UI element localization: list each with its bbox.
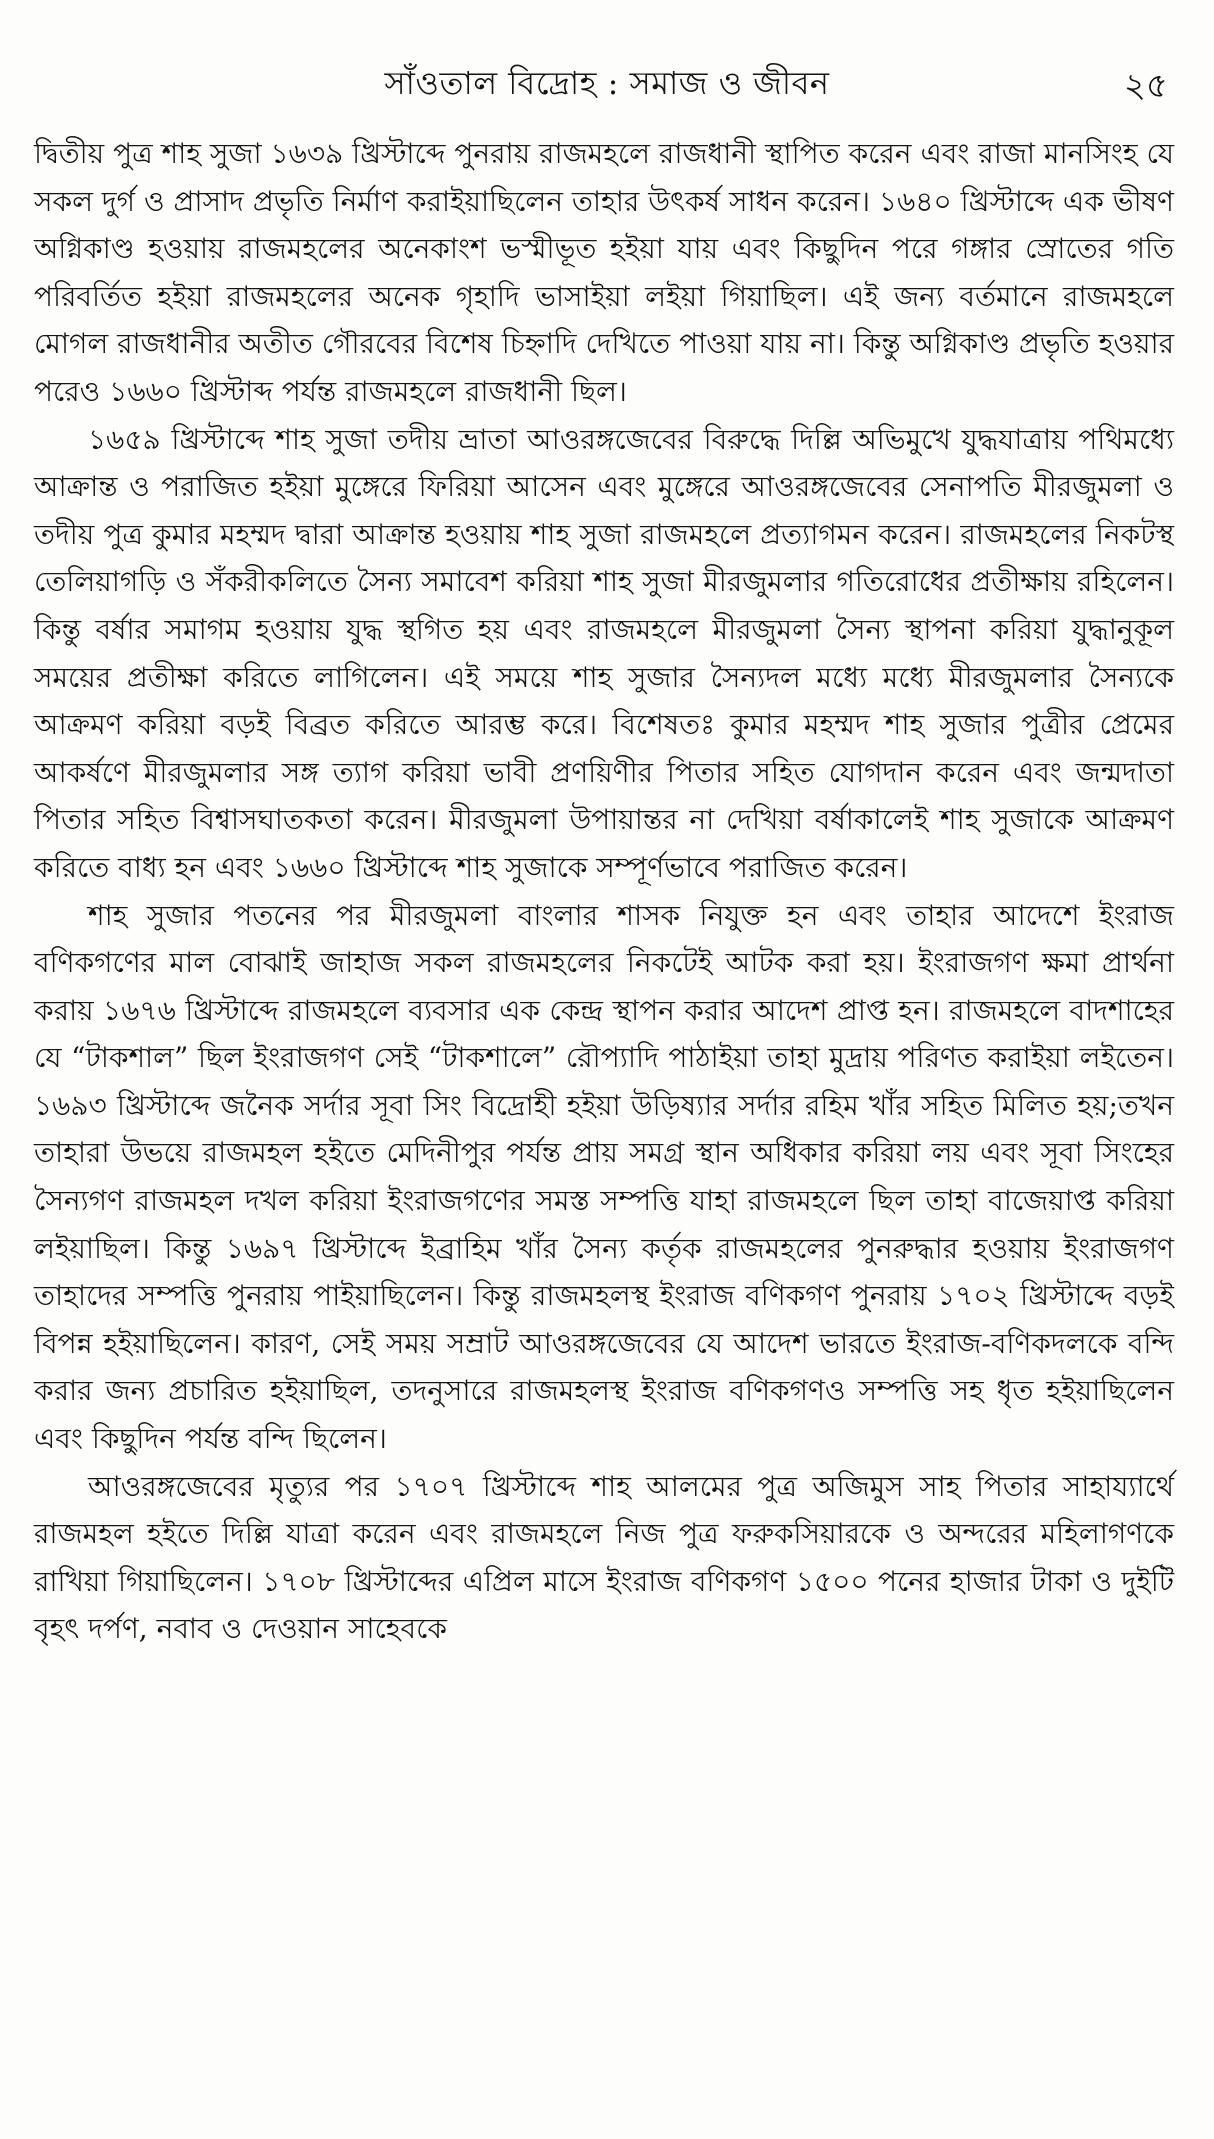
running-header bbox=[0, 52, 1214, 112]
body-text bbox=[34, 130, 1174, 1653]
paragraph-4: আওরঙ্গজেবের মৃত্যুর পর ১৭০৭ খ্রিস্টাব্দে শাহ আলমের পুত্র অজিমুস সাহ পিতার সাহায্যার্থে রাজমহল হইতে দিল্লি যাত্রা করেন এবং রাজমহলে নিজ পুত্র ফরুকসিয়ারকে ও অন্দরের মহিলাগণকে রাখিয়া গিয়াছিলেন। ১৭০৮ খ্রিস্টাব্দের এপ্রিল মাসে ইংরাজ বণিকগণ ১৫০০ পনের হাজার টাকা ও দুইটি বৃহৎ দর্পণ, নবাব ও দেওয়ান সাহেবকে bbox=[34, 1469, 1174, 1646]
paragraph-1: দ্বিতীয় পুত্র শাহ সুজা ১৬৩৯ খ্রিস্টাব্দে পুনরায় রাজমহলে রাজধানী স্থাপিত করেন এবং রাজা মানসিংহ যে সকল দুর্গ ও প্রাসাদ প্রভৃতি নির্মাণ করাইয়াছিলেন তাহার উৎকর্ষ সাধন করেন। ১৬৪০ খ্রিস্টাব্দে এক ভীষণ অগ্নিকাণ্ড হওয়ায় রাজমহলের অনেকাংশ ভস্মীভূত হইয়া যায় এবং কিছুদিন পরে গঙ্গার স্রোতের গতি পরিবর্তিত হইয়া রাজমহলের অনেক গৃহাদি ভাসাইয়া লইয়া গিয়াছিল। এই জন্য বর্তমানে রাজমহলে মোগল রাজধানীর অতীত গৌরবের বিশেষ চিহ্নাদি দেখিতে পাওয়া যায় না। কিন্তু অগ্নিকাণ্ড প্রভৃতি হওয়ার পরেও ১৬৬০ খ্রিস্টাব্দ পর্যন্ত রাজমহলে রাজধানী ছিল। bbox=[34, 137, 1174, 408]
paragraph-3: শাহ সুজার পতনের পর মীরজুমলা বাংলার শাসক নিযুক্ত হন এবং তাহার আদেশে ইংরাজ বণিকগণের মাল বোঝাই জাহাজ সকল রাজমহলের নিকটেই আটক করা হয়। ইংরাজগণ ক্ষমা প্রার্থনা করায় ১৬৭৬ খ্রিস্টাব্দে রাজমহলে ব্যবসার এক কেন্দ্র স্থাপন করার আদেশ প্রাপ্ত হন। রাজমহলে বাদশাহের যে “টাকশাল” ছিল ইংরাজগণ সেই “টাকশালে” রৌপ্যাদি পাঠাইয়া তাহা মুদ্রায় পরিণত করাইয়া লইতেন। ১৬৯৩ খ্রিস্টাব্দে জনৈক সর্দার সূবা সিং বিদ্রোহী হইয়া উড়িষ্যার সর্দার রহিম খাঁর সহিত মিলিত হয়;তখন তাহারা উভয়ে রাজমহল হইতে মেদিনীপুর পর্যন্ত প্রায় সমগ্র স্থান অধিকার করিয়া লয় এবং সূবা সিংহের সৈন্যগণ রাজমহল দখল করিয়া ইংরাজগণের সমস্ত সম্পত্তি যাহা রাজমহলে ছিল তাহা বাজেয়াপ্ত করিয়া লইয়াছিল। কিন্তু ১৬৯৭ খ্রিস্টাব্দে ইব্রাহিম খাঁর সৈন্য কর্তৃক রাজমহলের পুনরুদ্ধার হওয়ায় ইংরাজগণ তাহাদের সম্পত্তি পুনরায় পাইয়াছিলেন। কিন্তু রাজমহলস্থ ইংরাজ বণিকগণ পুনরায় ১৭০২ খ্রিস্টাব্দে বড়ই বিপন্ন হইয়াছিলেন। কারণ, সেই সময় সম্রাট আওরঙ্গজেবের যে আদেশ ভারতে ইংরাজ-বণিকদলকে বন্দি করার জন্য প্রচারিত হইয়াছিল, তদনুসারে রাজমহলস্থ ইংরাজ বণিকগণও সম্পত্তি সহ ধৃত হইয়াছিলেন এবং কিছুদিন পর্যন্ত বন্দি ছিলেন। bbox=[34, 898, 1174, 1456]
paragraph-2: ১৬৫৯ খ্রিস্টাব্দে শাহ সুজা তদীয় ভ্রাতা আওরঙ্গজেবের বিরুদ্ধে দিল্লি অভিমুখে যুদ্ধযাত্রায় পথিমধ্যে আক্রান্ত ও পরাজিত হইয়া মুঙ্গেরে ফিরিয়া আসেন এবং মুঙ্গেরে আওরঙ্গজেবের সেনাপতি মীরজুমলা ও তদীয় পুত্র কুমার মহম্মদ দ্বারা আক্রান্ত হওয়ায় শাহ সুজা রাজমহলে প্রত্যাগমন করেন। রাজমহলের নিকটস্থ তেলিয়াগড়ি ও সঁকরীকলিতে সৈন্য সমাবেশ করিয়া শাহ সুজা মীরজুমলার গতিরোধের প্রতীক্ষায় রহিলেন। কিন্তু বর্ষার সমাগম হওয়ায় যুদ্ধ স্থগিত হয় এবং রাজমহলে মীরজুমলা সৈন্য স্থাপনা করিয়া যুদ্ধানুকূল সময়ের প্রতীক্ষা করিতে লাগিলেন। এই সময়ে শাহ সুজার সৈন্যদল মধ্যে মধ্যে মীরজুমলার সৈন্যকে আক্রমণ করিয়া বড়ই বিব্রত করিতে আরম্ভ করে। বিশেষতঃ কুমার মহম্মদ শাহ সুজার পুত্রীর প্রেমের আকর্ষণে মীরজুমলার সঙ্গ ত্যাগ করিয়া ভাবী প্রণয়িণীর পিতার সহিত যোগদান করেন এবং জন্মদাতা পিতার সহিত বিশ্বাসঘাতকতা করেন। মীরজুমলা উপায়ান্তর না দেখিয়া বর্ষাকালেই শাহ সুজাকে আক্রমণ করিতে বাধ্য হন এবং ১৬৬০ খ্রিস্টাব্দে শাহ সুজাকে সম্পূর্ণভাবে পরাজিত করেন। bbox=[34, 422, 1174, 884]
running-title: সাঁওতাল বিদ্রোহ : সমাজ ও জীবন bbox=[384, 64, 830, 102]
page-number: ২৫ bbox=[1123, 66, 1168, 106]
